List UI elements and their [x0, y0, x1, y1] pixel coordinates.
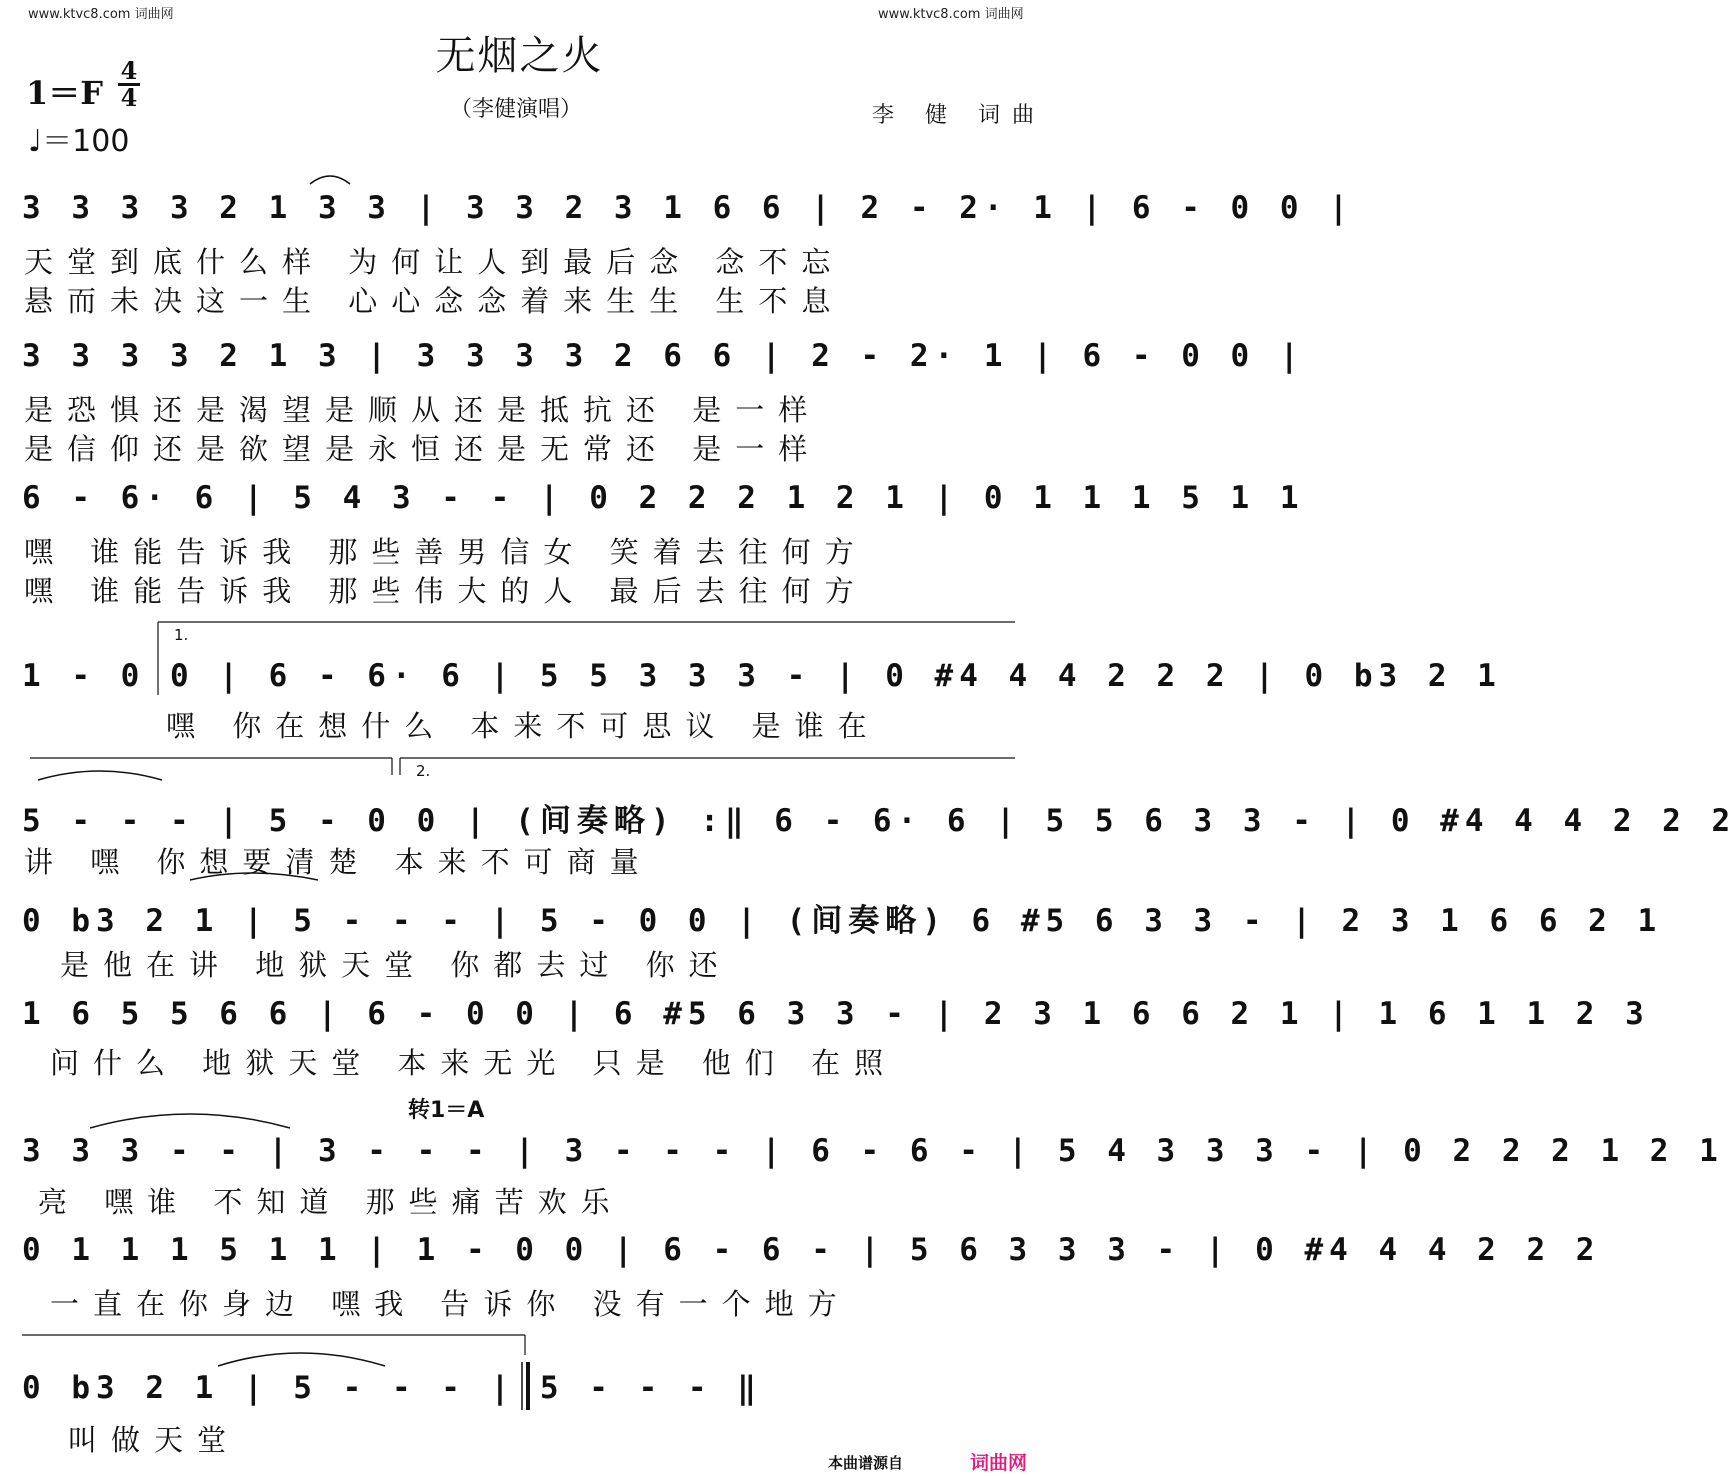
volta-first-label: 1.: [174, 626, 189, 644]
lyrics-row-1-verse-2: 悬而未决这一生 心心念念着来生生 生不息: [24, 284, 845, 318]
lyrics-row-2-verse-2: 是信仰还是欲望是永恒还是无常还 是一样: [24, 432, 822, 466]
slur-3: [190, 873, 318, 880]
site-logo[interactable]: 词曲网: [970, 1452, 1028, 1474]
lyrics-row-8: 亮 嘿谁 不知道 那些痛苦欢乐: [38, 1185, 624, 1219]
slur-5: [90, 1114, 290, 1128]
watermark-right: www.ktvc8.com 词曲网: [878, 7, 1024, 22]
slur-1: [310, 176, 350, 184]
footer-source: 本曲谱源自: [828, 1454, 904, 1472]
notes-row-1: 3 3 3 3 2 1 3 3 | 3 3 2 3 1 6 6 | 2 - 2· 1 | 6 - 0 0 |: [22, 190, 1354, 226]
performer: （李健演唱）: [450, 97, 583, 122]
lyrics-row-9: 一直在你身边 嘿我 告诉你 没有一个地方: [50, 1287, 851, 1321]
composer-credit: 李 健 词曲: [872, 103, 1046, 128]
lyrics-row-6: 是他在讲 地狱天堂 你都去过 你还: [60, 948, 732, 982]
notes-row-6: 0 b3 2 1 | 5 - - - | 5 - 0 0 | (间奏略) 6 #5 6 3 3 - | 2 3 1 6 6 2 1: [22, 903, 1663, 939]
lyrics-row-3-verse-1: 嘿 谁能告诉我 那些善男信女 笑着去往何方: [24, 535, 868, 569]
slur-2: [38, 771, 162, 780]
slur-4: [218, 1353, 385, 1366]
song-title: 无烟之火: [435, 33, 604, 79]
notes-row-5: 5 - - - | 5 - 0 0 | (间奏略) :‖ 6 - 6· 6 | 5 5 6 3 3 - | 0 #4 4 4 2 2 2: [22, 803, 1736, 839]
notes-row-9: 0 1 1 1 5 1 1 | 1 - 0 0 | 6 - 6 - | 5 6 3 3 3 - | 0 #4 4 4 2 2 2: [22, 1232, 1601, 1268]
time-bottom: 4: [120, 83, 138, 112]
notes-row-7: 1 6 5 5 6 6 | 6 - 0 0 | 6 #5 6 3 3 - | 2 3 1 6 6 2 1 | 1 6 1 1 2 3: [22, 996, 1650, 1032]
lyrics-row-3-verse-2: 嘿 谁能告诉我 那些伟大的人 最后去往何方: [24, 574, 868, 608]
time-top: 4: [120, 56, 138, 85]
volta-second-label: 2.: [416, 762, 431, 780]
watermark-left: www.ktvc8.com 词曲网: [28, 7, 174, 22]
notes-row-8: 3 3 3 - - | 3 - - - | 3 - - - | 6 - 6 - | 5 4 3 3 3 - | 0 2 2 2 1 2 1: [22, 1133, 1724, 1169]
notes-row-4: 1 - 0 0 | 6 - 6· 6 | 5 5 3 3 3 - | 0 #4 4 4 2 2 2 | 0 b3 2 1: [22, 658, 1502, 694]
lyrics-row-5: 讲 嘿 你想要清楚 本来不可商量: [24, 845, 653, 879]
tempo-marking: ♩＝100: [28, 124, 130, 159]
lyrics-row-7: 问什么 地狱天堂 本来无光 只是 他们 在照: [50, 1046, 898, 1080]
key-signature: 1＝F: [26, 74, 103, 112]
lyrics-row-10: 叫做天堂: [68, 1423, 241, 1457]
modulation-marking: 转1＝A: [408, 1098, 485, 1123]
lyrics-row-1-verse-1: 天堂到底什么样 为何让人到最后念 念不忘: [24, 245, 845, 279]
notes-row-3: 6 - 6· 6 | 5 4 3 - - | 0 2 2 2 1 2 1 | 0 1 1 1 5 1 1: [22, 480, 1305, 516]
lyrics-row-4: 嘿 你在想什么 本来不可思议 是谁在: [166, 709, 881, 743]
notes-row-10: 0 b3 2 1 | 5 - - - | 5 - - - ‖: [22, 1370, 762, 1406]
lyrics-row-2-verse-1: 是恐惧还是渴望是顺从还是抵抗还 是一样: [24, 393, 822, 427]
notes-row-2: 3 3 3 3 2 1 3 | 3 3 3 3 2 6 6 | 2 - 2· 1 | 6 - 0 0 |: [22, 338, 1305, 374]
